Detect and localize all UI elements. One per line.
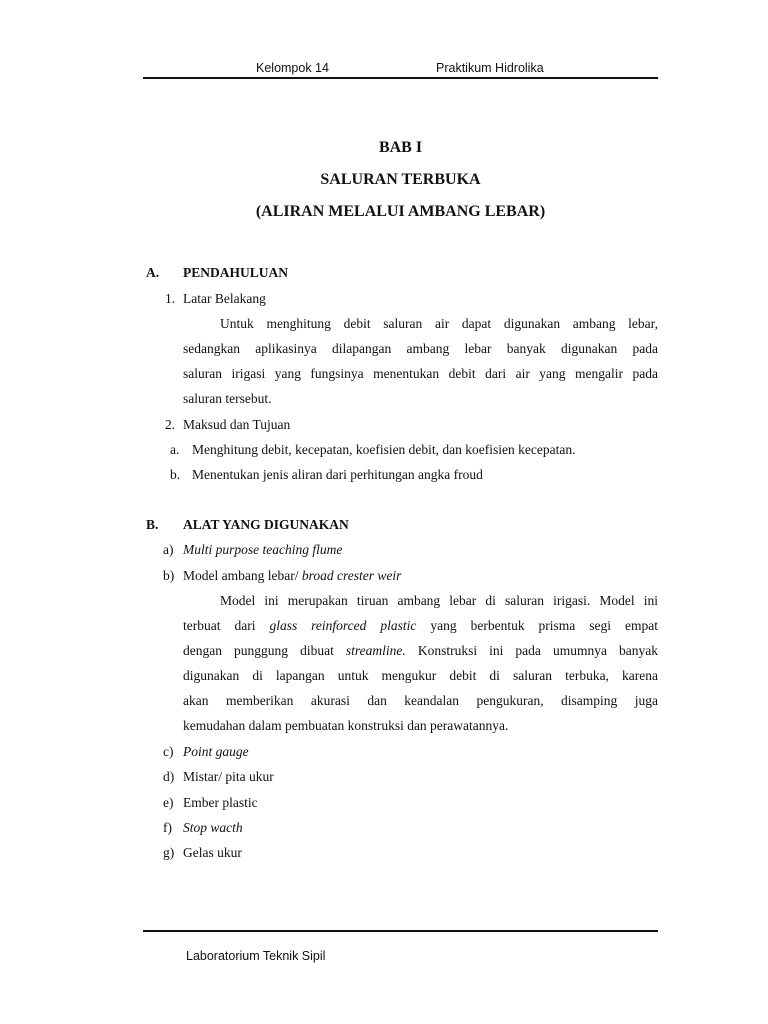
list-item-weir-model: Model ambang lebar/ broad crester weir: [183, 568, 402, 583]
header-rule: [143, 77, 658, 79]
paragraph-line: saluran tersebut.: [183, 391, 272, 406]
list-marker: d): [163, 769, 175, 784]
footer-rule: [143, 930, 658, 932]
list-item-measuring-glass: Gelas ukur: [183, 845, 242, 860]
header-group-name: Kelompok 14: [256, 61, 329, 75]
sub-item-a-marker: a.: [170, 442, 180, 457]
chapter-title: BAB I: [378, 139, 423, 156]
list-marker: a): [163, 542, 174, 557]
paragraph-line: Model ini merupakan tiruan ambang lebar di saluran irigasi. Model ini: [220, 593, 658, 608]
main-title: SALURAN TERBUKA: [320, 171, 481, 188]
paragraph-line: saluran irigasi yang fungsinya menentukan debit dari air yang mengalir pada: [183, 366, 658, 381]
paragraph-line: akan memberikan akurasi dan keandalan pengukuran, disamping juga: [183, 693, 658, 708]
section-a-heading: PENDAHULUAN: [183, 265, 289, 280]
item-2-number: 2.: [165, 417, 176, 432]
item-1-label: Latar Belakang: [183, 291, 266, 306]
paragraph-line: terbuat dari glass reinforced plastic yang berbentuk prisma segi empat: [183, 618, 658, 633]
footer-lab-name: Laboratorium Teknik Sipil: [186, 949, 326, 963]
paragraph-line: Untuk menghitung debit saluran air dapat digunakan ambang lebar,: [220, 316, 658, 331]
header-course-name: Praktikum Hidrolika: [436, 61, 544, 75]
section-b-heading: ALAT YANG DIGUNAKAN: [183, 517, 349, 532]
list-item-bucket: Ember plastic: [183, 795, 258, 810]
list-marker: f): [163, 820, 172, 835]
sub-item-b-marker: b.: [170, 467, 181, 482]
item-1-number: 1.: [165, 291, 176, 306]
paragraph-line: sedangkan aplikasinya dilapangan ambang lebar banyak digunakan pada: [183, 341, 658, 356]
list-item-ruler: Mistar/ pita ukur: [183, 769, 274, 784]
list-item-flume: Multi purpose teaching flume: [183, 542, 343, 557]
paragraph-line: kemudahan dalam pembuatan konstruksi dan perawatannya.: [183, 718, 509, 733]
sub-item-a-text: Menghitung debit, kecepatan, koefisien debit, dan koefisien kecepatan.: [192, 442, 576, 457]
list-marker: e): [163, 795, 174, 810]
paragraph-line: dengan punggung dibuat streamline. Konstruksi ini pada umumnya banyak: [183, 643, 658, 658]
list-marker: g): [163, 845, 175, 860]
list-marker: b): [163, 568, 175, 583]
paragraph-line: digunakan di lapangan untuk mengukur debit di saluran terbuka, karena: [183, 668, 658, 683]
item-2-label: Maksud dan Tujuan: [183, 417, 291, 432]
sub-item-b-text: Menentukan jenis aliran dari perhitungan angka froud: [192, 467, 483, 482]
list-item-stopwatch: Stop wacth: [183, 820, 243, 835]
list-item-point-gauge: Point gauge: [183, 744, 249, 759]
section-b-marker: B.: [146, 517, 159, 532]
sub-title: (ALIRAN MELALUI AMBANG LEBAR): [255, 203, 546, 220]
list-marker: c): [163, 744, 174, 759]
section-a-marker: A.: [146, 265, 160, 280]
